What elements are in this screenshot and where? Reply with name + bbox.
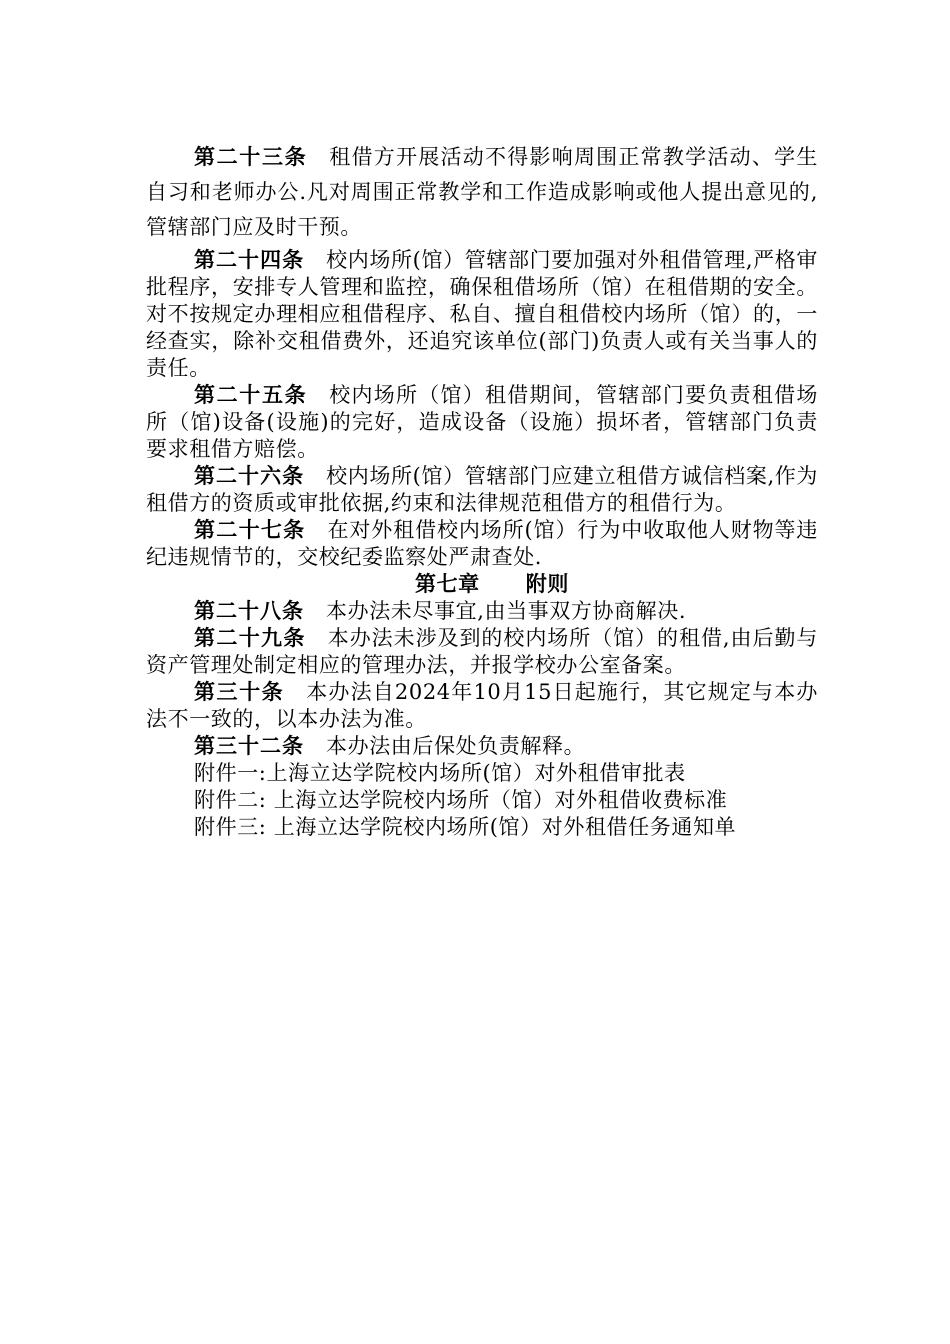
article-25: [146, 382, 818, 463]
article-27: [146, 517, 818, 571]
article-29: [146, 625, 818, 679]
article-text: 租借方开展活动不得影响周围正常教学活动、学生自习和老师办公.凡对周围正常教学和工作造成影响或他人提出意见的,管辖部门应及时干预。: [146, 145, 818, 239]
article-23: [146, 140, 818, 245]
article-32: [146, 733, 818, 760]
article-label: 第二十六条: [194, 464, 305, 488]
article-30: [146, 679, 818, 733]
attachment-3: 附件三: 上海立达学院校内场所(馆）对外租借任务通知单: [194, 815, 737, 839]
article-text: 本办法未涉及到的校内场所（馆）的租借,由后勤与资产管理处制定相应的管理办法，并报学校办公室备案。: [146, 626, 818, 677]
attachment-2: 附件二: 上海立达学院校内场所（馆）对外租借收费标准: [194, 788, 728, 812]
article-label: 第二十八条: [194, 599, 304, 623]
article-text: 本办法未尽事宜,由当事双方协商解决.: [326, 599, 687, 623]
article-text: 校内场所(馆）管辖部门要加强对外租借管理,严格审批程序，安排专人管理和监控，确保租借场所（馆）在租借期的安全。对不按规定办理相应租借程序、私自、擅自租借校内场所（馆）的，一经查实，除补交租借费外，还追究该单位(部门)负责人或有关当事人的责任。: [146, 248, 818, 380]
article-label: 第二十九条: [194, 626, 306, 650]
article-26: [146, 463, 818, 517]
article-28: [146, 598, 818, 625]
article-label: 第二十五条: [194, 383, 308, 407]
article-text: 校内场所(馆）管辖部门应建立租借方诚信档案,作为租借方的资质或审批依据,约束和法律规范租借方的租借行为。: [146, 464, 818, 515]
article-label: 第二十三条: [194, 145, 308, 169]
document-body: [146, 140, 818, 841]
chapter-title: 附则: [525, 572, 569, 596]
article-label: 第三十条: [194, 680, 285, 704]
chapter-heading: [146, 571, 818, 598]
article-label: 第三十二条: [194, 734, 304, 758]
article-label: 第二十四条: [194, 248, 305, 272]
article-24: [146, 247, 818, 382]
article-text: 校内场所（馆）租借期间，管辖部门要负责租借场所（馆)设备(设施)的完好，造成设备（设施）损坏者，管辖部门负责要求租借方赔偿。: [146, 383, 818, 461]
article-text: 本办法自2024年10月15日起施行，其它规定与本办法不一致的，以本办法为准。: [146, 680, 818, 731]
article-text: 本办法由后保处负责解释。: [326, 734, 586, 758]
article-text: 在对外租借校内场所(馆）行为中收取他人财物等违纪违规情节的，交校纪委监察处严肃查处.: [146, 518, 818, 569]
attachment-1: 附件一:上海立达学院校内场所(馆）对外租借审批表: [194, 761, 686, 785]
chapter-number: 第七章: [414, 572, 480, 596]
article-label: 第二十七条: [194, 518, 306, 542]
